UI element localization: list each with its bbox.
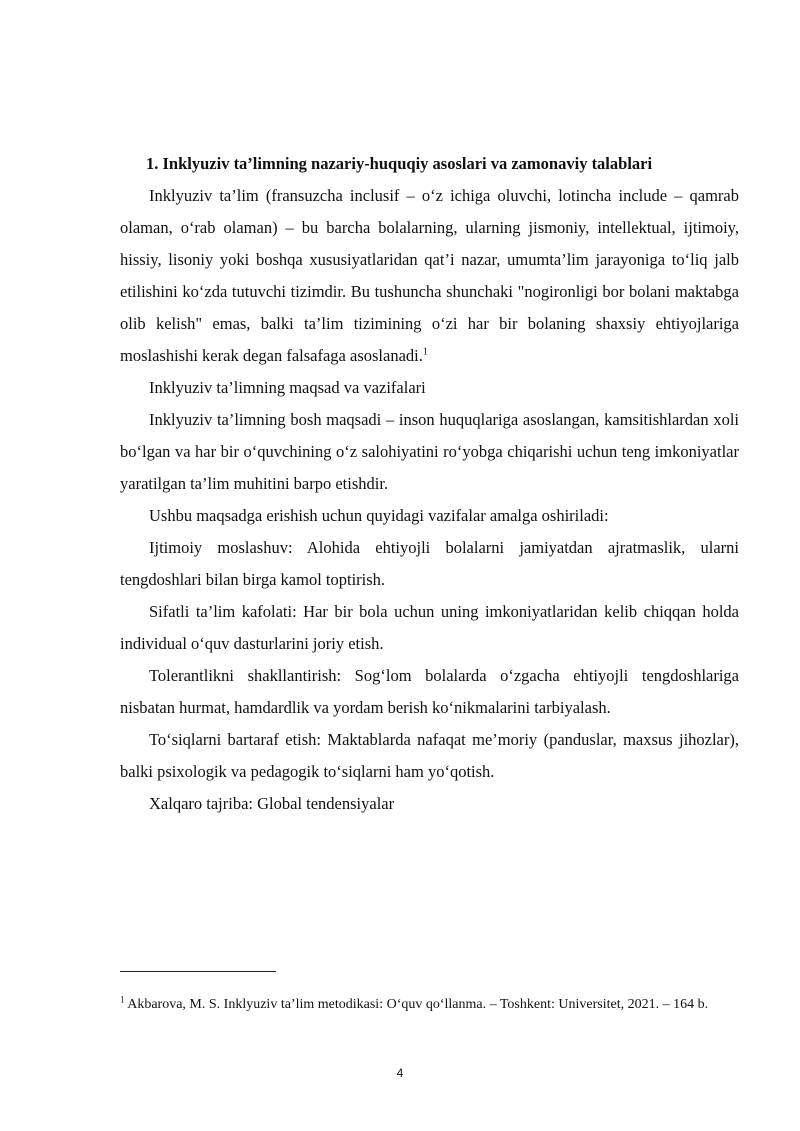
paragraph-tasks-intro: Ushbu maqsadga erishish uchun quyidagi vazifalar amalga oshiriladi: — [149, 506, 609, 525]
page-number: 4 — [396, 1066, 404, 1080]
paragraph-quality-guarantee: Sifatli ta’lim kafolati: Har bir bola uchun uning imkoniyatlaridan kelib chiqqan holda individual o‘quv dasturlarini joriy etish. — [120, 602, 739, 653]
paragraph-social-adaptation: Ijtimoiy moslashuv: Alohida ehtiyojli bolalarni jamiyatdan ajratmaslik, ularni tengdoshlari bilan birga kamol toptirish. — [120, 538, 739, 589]
footnote-marker: 1 — [120, 994, 125, 1005]
footnote — [120, 996, 739, 1013]
paragraph-international-experience: Xalqaro tajriba: Global tendensiyalar — [149, 794, 395, 813]
footnote-reference: 1 — [422, 346, 428, 358]
footnote-text: Akbarova, M. S. Inklyuziv ta’lim metodikasi: O‘quv qo‘llanma. – Toshkent: Universitet, 2021. – 164 b. — [127, 997, 709, 1012]
paragraph-subheading-goals: Inklyuziv ta’limning maqsad va vazifalari — [149, 378, 426, 397]
paragraph-barriers: To‘siqlarni bartaraf etish: Maktablarda nafaqat me’moriy (panduslar, maxsus jihozlar), balki psixologik va pedagogik to‘siqlarni ham yo‘qotish. — [120, 730, 739, 781]
paragraph-definition — [120, 180, 739, 372]
page-body — [120, 148, 739, 820]
footnote-separator — [120, 971, 276, 972]
paragraph-main-goal: Inklyuziv ta’limning bosh maqsadi – inson huquqlariga asoslangan, kamsitishlardan xoli bo‘lgan va har bir o‘quvchining o‘z salohiyatini ro‘yobga chiqarishi uchun teng imkoniyatlar yaratilgan ta’lim muhitini barpo etishdir. — [120, 410, 739, 493]
section-heading: 1. Inklyuziv ta’limning nazariy-huquqiy asoslari va zamonaviy talablari — [146, 154, 653, 173]
paragraph-definition-text: Inklyuziv ta’lim (fransuzcha inclusif – o‘z ichiga oluvchi, lotincha include – qamrab olaman, o‘rab olaman) – bu barcha bolalarning, ularning jismoniy, intellektual, ijtimoiy, hissiy, lisoniy yoki boshqa xususiyatlaridan qat’i nazar, umumta’lim jarayoniga to‘liq jalb etilishini ko‘zda tutuvchi tizimdir. Bu tushuncha shunchaki "nogironligi bor bolani maktabga olib kelish" emas, balki ta’lim tizimining o‘zi har bir bolaning shaxsiy ehtiyojlariga moslashishi kerak degan falsafaga asoslanadi. — [120, 186, 739, 365]
paragraph-tolerance: Tolerantlikni shakllantirish: Sog‘lom bolalarda o‘zgacha ehtiyojli tengdoshlariga nisbatan hurmat, hamdardlik va yordam berish ko‘nikmalarini tarbiyalash. — [120, 666, 739, 717]
